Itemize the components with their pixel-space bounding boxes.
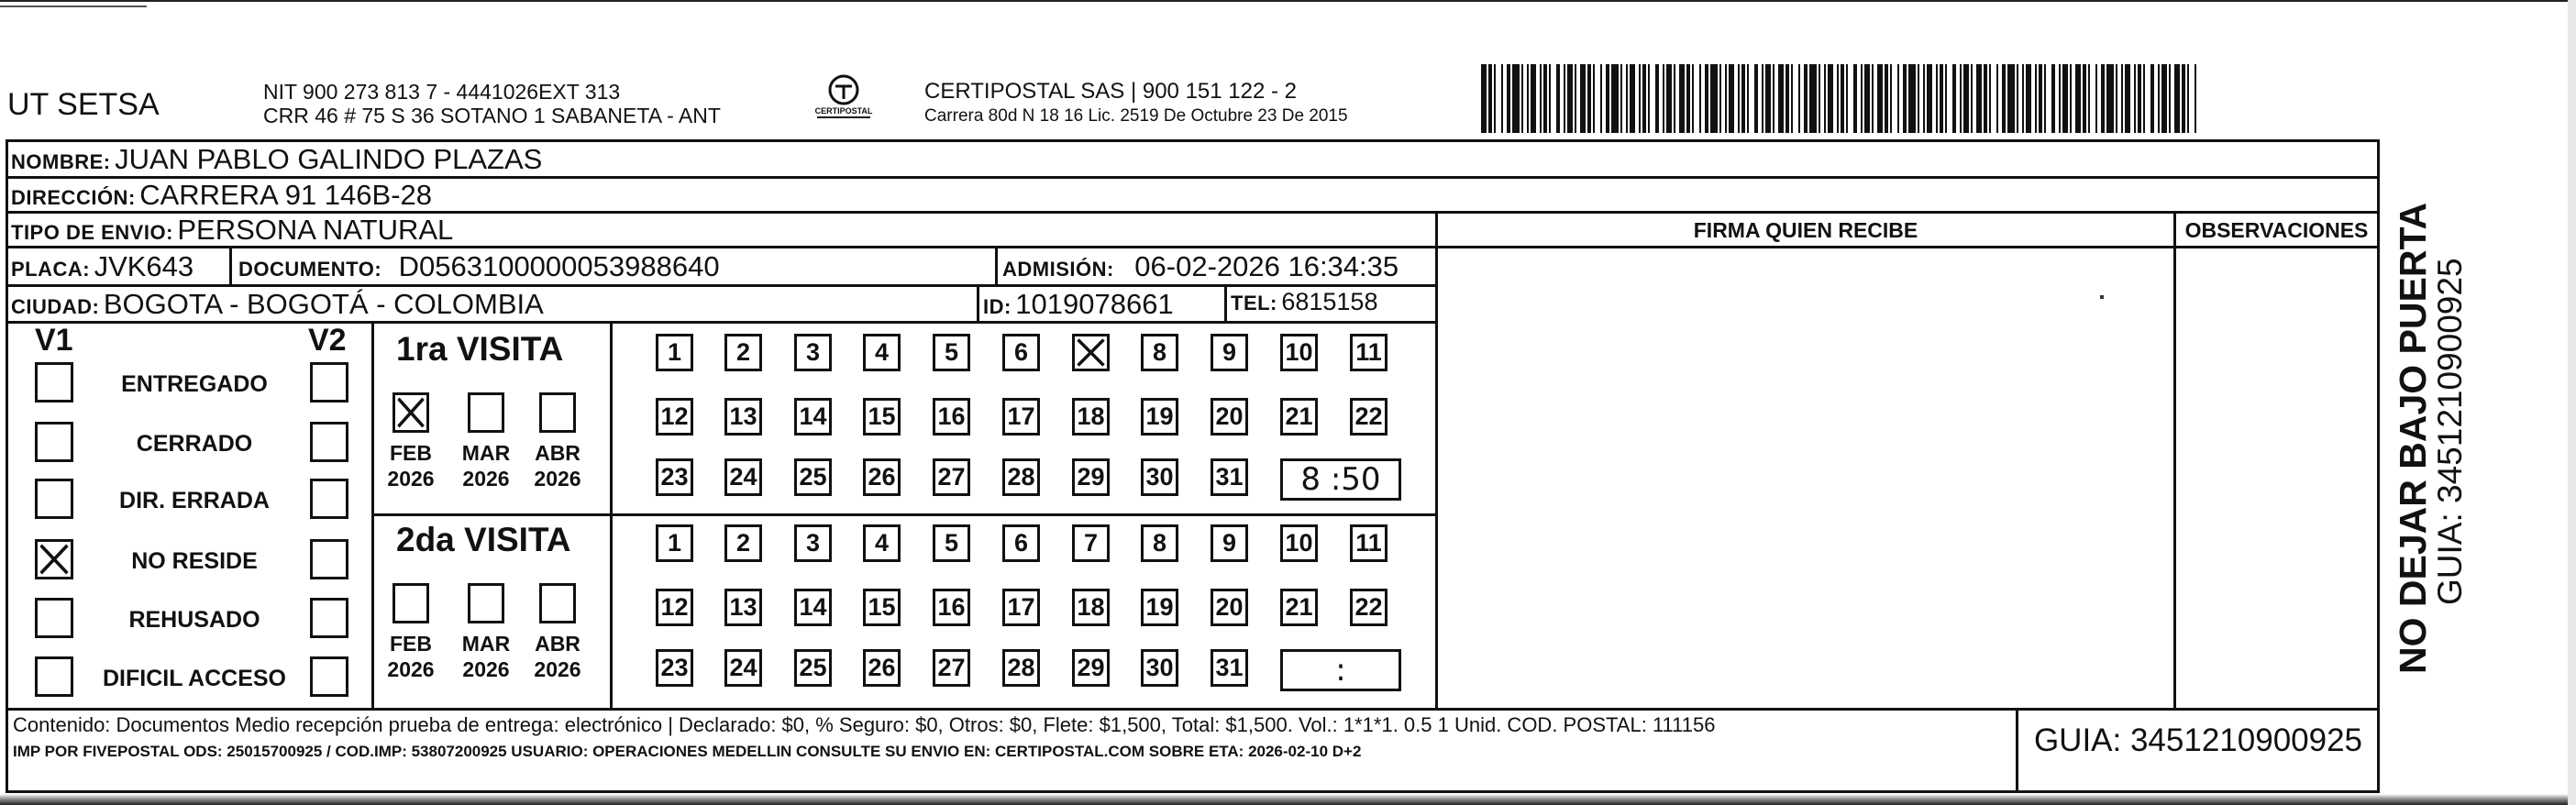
day-box[interactable]: 2 bbox=[724, 334, 762, 371]
month-checkbox[interactable] bbox=[468, 392, 504, 433]
documento-row bbox=[238, 250, 720, 283]
scan-shadow-bottom bbox=[0, 794, 2576, 805]
day-box[interactable]: 1 bbox=[656, 334, 693, 371]
ciudad-label: CIUDAD: bbox=[11, 295, 100, 318]
tel-divider bbox=[1224, 284, 1227, 323]
day-box[interactable]: 13 bbox=[724, 398, 762, 436]
firma-header-line bbox=[1435, 246, 2378, 248]
admision-value: 06-02-2026 16:34:35 bbox=[1134, 250, 1399, 282]
day-box[interactable]: 8 bbox=[1141, 334, 1178, 371]
month-label: FEB bbox=[390, 632, 432, 656]
v2-label: V2 bbox=[308, 323, 347, 358]
day-box[interactable]: 15 bbox=[863, 589, 901, 626]
status-label: CERRADO bbox=[136, 431, 253, 457]
day-box[interactable]: 17 bbox=[1002, 589, 1040, 626]
day-box[interactable]: 31 bbox=[1211, 649, 1248, 687]
visit-right-divider bbox=[1435, 323, 1438, 708]
footer-top-line bbox=[6, 708, 2378, 711]
day-box[interactable]: 3 bbox=[794, 524, 832, 562]
month-checkbox[interactable] bbox=[392, 583, 429, 623]
day-box[interactable] bbox=[1072, 334, 1110, 371]
side-no-dejar: NO DEJAR BAJO PUERTA bbox=[2392, 202, 2434, 674]
admision-row bbox=[1002, 250, 1399, 283]
frame-right-inner bbox=[2377, 139, 2380, 792]
month-label: ABR bbox=[535, 441, 580, 465]
documento-value: D0563100000053988640 bbox=[398, 250, 720, 282]
year-label: 2026 bbox=[387, 467, 435, 491]
nombre-label: NOMBRE: bbox=[11, 150, 111, 173]
day-box[interactable]: 20 bbox=[1211, 398, 1248, 436]
visit-title: 2da VISITA bbox=[396, 521, 571, 558]
day-box[interactable]: 21 bbox=[1280, 398, 1318, 436]
v2-checkbox[interactable] bbox=[310, 479, 348, 519]
month-checkbox[interactable] bbox=[539, 392, 576, 433]
year-label: 2026 bbox=[534, 467, 581, 491]
day-box[interactable]: 6 bbox=[1002, 524, 1040, 562]
direccion-value: CARRERA 91 146B-28 bbox=[139, 179, 433, 211]
ciudad-row bbox=[11, 288, 544, 321]
visit-title: 1ra VISITA bbox=[396, 330, 564, 368]
v1-checkbox[interactable] bbox=[35, 479, 73, 519]
day-box[interactable]: 14 bbox=[794, 589, 832, 626]
month-checkbox[interactable] bbox=[468, 583, 504, 623]
nombre-row bbox=[11, 143, 542, 176]
admision-divider bbox=[995, 246, 998, 284]
day-box[interactable]: 17 bbox=[1002, 398, 1040, 436]
day-box[interactable]: 19 bbox=[1141, 398, 1178, 436]
v1-checkbox[interactable] bbox=[35, 656, 73, 697]
day-box[interactable]: 31 bbox=[1211, 458, 1248, 496]
day-box[interactable]: 4 bbox=[863, 334, 901, 371]
month-label: FEB bbox=[390, 441, 432, 465]
day-box[interactable]: 14 bbox=[794, 398, 832, 436]
scan-dash bbox=[0, 6, 147, 7]
contenido-text: Contenido: Documentos Medio recepción prueba de entrega: electrónico | Declarado: $0, % Seguro: $0, Otros: $0, Flete: $1,500, Total: $1,500. Vol.: 1*1*1. 0.5 1 Unid. COD. POSTAL: 111156 bbox=[13, 713, 1716, 736]
day-box[interactable]: 4 bbox=[863, 524, 901, 562]
day-box[interactable]: 5 bbox=[933, 334, 970, 371]
visit-separator bbox=[371, 513, 1438, 516]
day-box[interactable]: 11 bbox=[1350, 334, 1388, 371]
day-box[interactable]: 16 bbox=[933, 398, 970, 436]
direccion-label: DIRECCIÓN: bbox=[11, 186, 136, 209]
v2-checkbox[interactable] bbox=[310, 656, 348, 697]
admision-label: ADMISIÓN: bbox=[1002, 258, 1114, 281]
barcode-bar bbox=[1710, 64, 1718, 133]
barcode-bar bbox=[2195, 64, 2196, 133]
day-box[interactable]: 2 bbox=[724, 524, 762, 562]
tipo-row bbox=[11, 214, 453, 247]
day-box[interactable]: 23 bbox=[656, 458, 693, 496]
barcode-bar bbox=[2106, 64, 2114, 133]
barcode bbox=[1481, 64, 2201, 133]
frame-bottom bbox=[6, 790, 2380, 793]
day-box[interactable]: 29 bbox=[1072, 458, 1110, 496]
v2-checkbox[interactable] bbox=[310, 539, 348, 579]
barcode-bar bbox=[1908, 64, 1916, 133]
day-box[interactable]: 16 bbox=[933, 589, 970, 626]
status-label: NO RESIDE bbox=[131, 548, 258, 574]
v2-checkbox[interactable] bbox=[310, 362, 348, 402]
imp-text: IMP POR FIVEPOSTAL ODS: 25015700925 / COD.IMP: 53807200925 USUARIO: OPERACIONES MEDELLIN CONSULTE SU ENVIO EN: CERTIPOSTAL.COM SOBRE ETA: 2026-02-10 D+2 bbox=[13, 743, 1362, 760]
month-label: ABR bbox=[535, 632, 580, 656]
year-label: 2026 bbox=[462, 657, 510, 681]
day-box[interactable]: 19 bbox=[1141, 589, 1178, 626]
tel-row bbox=[1231, 288, 1377, 316]
tel-value: 6815158 bbox=[1281, 288, 1378, 315]
nit-line: NIT 900 273 813 7 - 4441026EXT 313 bbox=[263, 80, 621, 104]
day-box[interactable]: 30 bbox=[1141, 458, 1178, 496]
direccion-row bbox=[11, 179, 432, 212]
day-box[interactable]: 27 bbox=[933, 458, 970, 496]
id-row bbox=[983, 288, 1174, 321]
day-box[interactable]: 12 bbox=[656, 398, 693, 436]
placa-label: PLACA: bbox=[11, 258, 91, 281]
day-box[interactable]: 13 bbox=[724, 589, 762, 626]
time-box[interactable]: 8 :50 bbox=[1280, 458, 1401, 501]
row-line-4 bbox=[6, 284, 1438, 287]
id-label: ID: bbox=[983, 295, 1012, 318]
day-box[interactable]: 6 bbox=[1002, 334, 1040, 371]
day-box[interactable]: 9 bbox=[1211, 524, 1248, 562]
firma-label: FIRMA QUIEN RECIBE bbox=[1693, 218, 1918, 242]
side-guia: GUIA: 3451210900925 bbox=[2431, 258, 2469, 605]
month-checkbox[interactable] bbox=[392, 392, 429, 433]
day-box[interactable]: 22 bbox=[1350, 589, 1388, 626]
day-box[interactable]: 18 bbox=[1072, 589, 1110, 626]
day-box[interactable]: 28 bbox=[1002, 649, 1040, 687]
v1-label: V1 bbox=[35, 323, 73, 358]
barcode-bar bbox=[2007, 64, 2015, 133]
status-label: ENTREGADO bbox=[121, 371, 268, 397]
tipo-value: PERSONA NATURAL bbox=[177, 214, 454, 246]
barcode-bar bbox=[1809, 64, 1817, 133]
obs-divider bbox=[2173, 211, 2176, 708]
day-box[interactable]: 28 bbox=[1002, 458, 1040, 496]
tel-label: TEL: bbox=[1231, 292, 1277, 314]
firma-dot bbox=[2100, 295, 2104, 299]
id-value: 1019078661 bbox=[1015, 288, 1174, 320]
year-label: 2026 bbox=[534, 657, 581, 681]
day-box[interactable]: 7 bbox=[1072, 524, 1110, 562]
day-box[interactable]: 24 bbox=[724, 649, 762, 687]
day-box[interactable]: 25 bbox=[794, 458, 832, 496]
placa-divider bbox=[229, 246, 232, 284]
v1-checkbox[interactable] bbox=[35, 598, 73, 638]
day-box[interactable]: 26 bbox=[863, 458, 901, 496]
status-label: DIR. ERRADA bbox=[119, 488, 270, 513]
v2-checkbox[interactable] bbox=[310, 422, 348, 462]
day-box[interactable]: 3 bbox=[794, 334, 832, 371]
license-line: Carrera 80d N 18 16 Lic. 2519 De Octubre 23 De 2015 bbox=[924, 106, 1348, 126]
day-box[interactable]: 5 bbox=[933, 524, 970, 562]
id-divider bbox=[977, 284, 979, 323]
month-label: MAR bbox=[461, 632, 511, 656]
company-name: UT SETSA bbox=[7, 87, 160, 122]
day-box[interactable]: 26 bbox=[863, 649, 901, 687]
day-box[interactable]: 22 bbox=[1350, 398, 1388, 436]
x-mark-icon bbox=[395, 395, 426, 430]
v2-checkbox[interactable] bbox=[310, 598, 348, 638]
year-label: 2026 bbox=[462, 467, 510, 491]
certipostal-logo bbox=[812, 72, 876, 127]
tipo-label: TIPO DE ENVIO: bbox=[11, 221, 173, 244]
day-box[interactable]: 8 bbox=[1141, 524, 1178, 562]
day-box[interactable]: 12 bbox=[656, 589, 693, 626]
scan-edge-right bbox=[2568, 0, 2576, 805]
nombre-value: JUAN PABLO GALINDO PLAZAS bbox=[115, 143, 543, 175]
ciudad-value: BOGOTA - BOGOTÁ - COLOMBIA bbox=[103, 288, 544, 320]
placa-value: JVK643 bbox=[94, 250, 194, 282]
logo-text: CERTIPOSTAL bbox=[814, 106, 873, 116]
day-box[interactable]: 21 bbox=[1280, 589, 1318, 626]
placa-row bbox=[11, 250, 193, 283]
day-box[interactable]: 9 bbox=[1211, 334, 1248, 371]
v1-checkbox[interactable] bbox=[35, 422, 73, 462]
scan-edge-top bbox=[0, 0, 2576, 2]
day-box[interactable]: 11 bbox=[1350, 524, 1388, 562]
day-box[interactable]: 15 bbox=[863, 398, 901, 436]
company-address: CRR 46 # 75 S 36 SOTANO 1 SABANETA - ANT bbox=[263, 104, 721, 127]
month-checkbox[interactable] bbox=[539, 583, 576, 623]
frame-left bbox=[6, 139, 8, 792]
year-label: 2026 bbox=[387, 657, 435, 681]
status-label: REHUSADO bbox=[128, 607, 260, 633]
day-box[interactable]: 27 bbox=[933, 649, 970, 687]
day-box[interactable]: 23 bbox=[656, 649, 693, 687]
v1-checkbox[interactable] bbox=[35, 362, 73, 402]
day-box[interactable]: 10 bbox=[1280, 524, 1318, 562]
x-mark-icon bbox=[38, 542, 71, 577]
day-box[interactable]: 29 bbox=[1072, 649, 1110, 687]
day-box[interactable]: 30 bbox=[1141, 649, 1178, 687]
day-box[interactable]: 20 bbox=[1211, 589, 1248, 626]
v1-checkbox[interactable] bbox=[35, 539, 73, 579]
time-box[interactable]: : bbox=[1280, 649, 1401, 691]
day-box[interactable]: 10 bbox=[1280, 334, 1318, 371]
barcode-bar bbox=[1611, 64, 1619, 133]
x-mark-icon bbox=[1075, 336, 1107, 369]
status-label: DIFICIL ACCESO bbox=[102, 666, 286, 691]
day-box[interactable]: 24 bbox=[724, 458, 762, 496]
row-line-5 bbox=[6, 321, 1438, 324]
footer-divider bbox=[2016, 708, 2018, 792]
documento-label: DOCUMENTO: bbox=[238, 258, 382, 281]
month-label: MAR bbox=[461, 441, 511, 465]
frame-top bbox=[6, 139, 2378, 142]
day-box[interactable]: 25 bbox=[794, 649, 832, 687]
barcode-bar bbox=[1512, 64, 1520, 133]
footer-guia: GUIA: 3451210900925 bbox=[2033, 722, 2363, 758]
certipostal-line: CERTIPOSTAL SAS | 900 151 122 - 2 bbox=[924, 79, 1297, 104]
observaciones-label: OBSERVACIONES bbox=[2184, 218, 2369, 242]
day-box[interactable]: 18 bbox=[1072, 398, 1110, 436]
day-box[interactable]: 1 bbox=[656, 524, 693, 562]
